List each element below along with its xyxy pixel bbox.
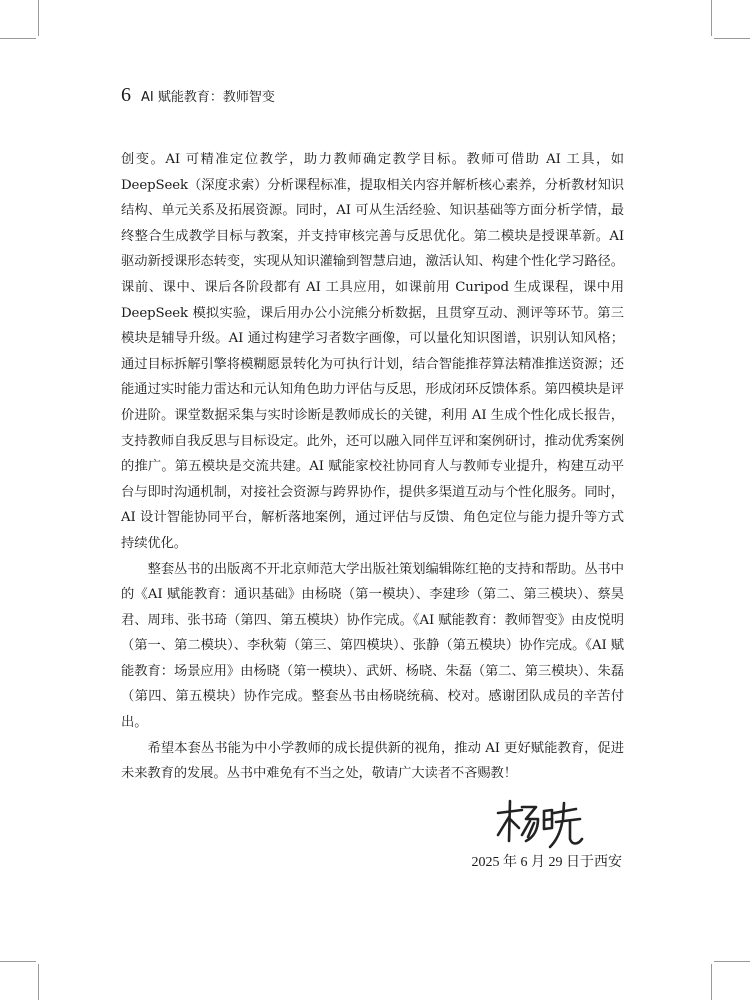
running-header	[121, 84, 275, 108]
paragraph-acknowledgements: 整套丛书的出版离不开北京师范大学出版社策划编辑陈红艳的支持和帮助。丛书中的《AI 赋能教育：通识基础》由杨晓（第一模块）、李建珍（第二、第三模块）、蔡昊君、周玮、张书琦（第四、第五模块）协作完成。《AI 赋能教育：教师智变》由皮悦明（第一、第二模块）、李秋菊（第三、第四模块）、张静（第五模块）协作完成。《AI 赋能教育：场景应用》由杨晓（第一模块）、武妍、杨晓、朱磊（第二、第三模块）、朱磊（第四、第五模块）协作完成。整套丛书由杨晓统稿、校对。感谢团队成员的辛苦付出。	[121, 561, 624, 731]
crop-mark-bottom-left-vertical	[38, 964, 39, 1000]
crop-mark-top-left-vertical	[38, 0, 39, 36]
page-number: 6	[121, 84, 131, 106]
crop-mark-top-right-horizontal	[714, 38, 750, 39]
crop-mark-bottom-right-horizontal	[714, 961, 750, 962]
crop-mark-top-left-horizontal	[0, 38, 36, 39]
crop-mark-top-right-vertical	[711, 0, 712, 36]
paragraph-closing: 希望本套丛书能为中小学教师的成长提供新的视角，推动 AI 更好赋能教育，促进未来教育的发展。丛书中难免有不当之处，敬请广大读者不吝赐教！	[121, 740, 624, 782]
crop-mark-bottom-left-horizontal	[0, 961, 36, 962]
signature-date: 2025 年 6 月 29 日于西安	[471, 855, 622, 870]
body-text	[121, 147, 624, 787]
paragraph-continued: 创变。AI 可精准定位教学，助力教师确定教学目标。教师可借助 AI 工具，如 DeepSeek（深度求索）分析课程标准，提取相关内容并解析核心素养，分析教材知识结构、单元关系及拓展资源。同时，AI 可从生活经验、知识基础等方面分析学情，最终整合生成教学目标与教案，并支持审核完善与反思优化。第二模块是授课革新。AI 驱动新授课形态转变，实现从知识灌输到智慧启迪，激活认知、构建个性化学习路径。课前、课中、课后各阶段都有 AI 工具应用，如课前用 Curipod 生成课程，课中用 DeepSeek 模拟实验，课后用办公小浣熊分析数据，且贯穿互动、测评等环节。第三模块是辅导升级。AI 通过构建学习者数字画像，可以量化知识图谱，识别认知风格；通过目标拆解引擎将模糊愿景转化为可执行计划，结合智能推荐算法精准推送资源；还能通过实时能力雷达和元认知角色助力评估与反思，形成闭环反馈体系。第四模块是评价进阶。课堂数据采集与实时诊断是教师成长的关键，利用 AI 生成个性化成长报告，支持教师自我反思与目标设定。此外，还可以融入同伴互评和案例研讨，推动优秀案例的推广。第五模块是交流共建。AI 赋能家校社协同育人与教师专业提升，构建互动平台与即时沟通机制，对接社会资源与跨界协作，提供多渠道互动与个性化服务。同时，AI 设计智能协同平台，解析落地案例，通过评估与反馈、角色定位与能力提升等方式持续优化。	[121, 152, 624, 551]
handwritten-signature	[492, 795, 587, 855]
crop-mark-bottom-right-vertical	[711, 964, 712, 1000]
running-title: AI 赋能教育：教师智变	[141, 90, 275, 105]
